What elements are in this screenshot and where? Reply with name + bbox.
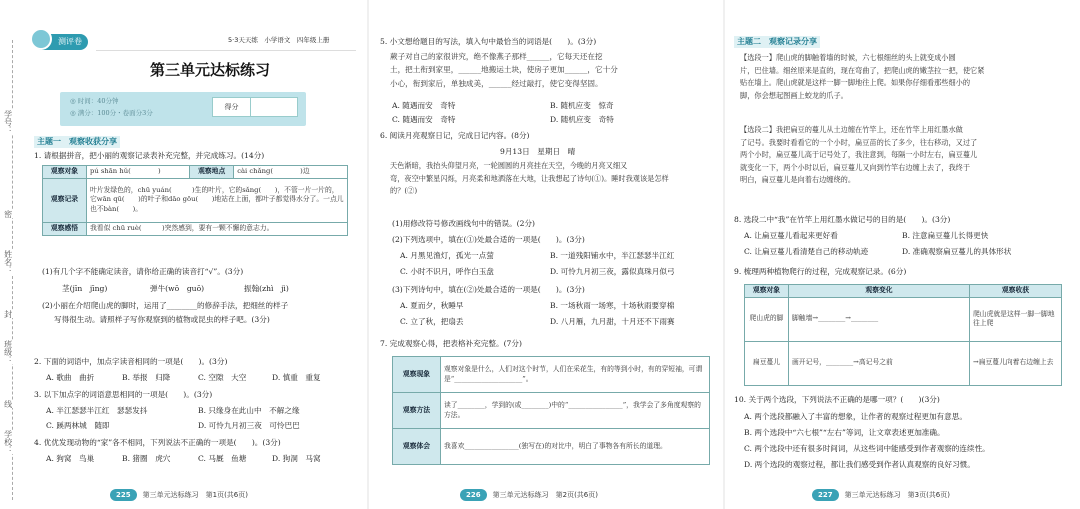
option[interactable]: 弹牛(wō guō) xyxy=(150,284,205,293)
question-6-part-3: (3)下列诗句中，填在(②)处最合适的一项是( )。(3分) xyxy=(392,285,585,294)
table-cell: 扁豆蔓儿 xyxy=(745,341,789,385)
table-cell: 观察现象 xyxy=(393,357,441,393)
table-cell: 观察记录 xyxy=(43,178,87,222)
question-1-part-2: (2)小丽在介绍爬山虎的脚时，运用了________的修辞手法，把细丝的样子 xyxy=(42,301,289,310)
option[interactable]: D. 狗洞 马窝 xyxy=(272,454,321,463)
info-box xyxy=(60,92,306,126)
seal-char-1: 密 xyxy=(3,210,13,218)
header-divider xyxy=(96,50,356,51)
option[interactable]: 茎(jīn jīng) xyxy=(62,284,108,293)
question-1: 1. 请根据拼音，把小丽的观察记录表补充完整，并完成练习。(14分) xyxy=(34,151,265,160)
name-label: 姓名： xyxy=(3,250,13,274)
table-cell: 爬山虎的脚 xyxy=(745,297,789,341)
option[interactable]: D. 准确观察扁豆蔓儿的具体形状 xyxy=(902,247,1012,256)
question-3: 3. 以下加点字的词语意思相同的一项是( )。(3分) xyxy=(34,390,213,399)
option[interactable]: 振翰(zhì jì) xyxy=(244,284,289,293)
passage-line: 片，巴住墙。细丝原来是直的，现在弯曲了，把爬山虎的嫩茎拉一把，使它紧 xyxy=(740,65,985,75)
question-9: 9. 梳理两种植物爬行的过程，完成观察记录。(6分) xyxy=(734,267,907,276)
table-cell[interactable]: cài chǎng( )边 xyxy=(234,166,348,179)
time-info: ◎ 时间：40分钟 xyxy=(70,97,119,105)
option[interactable]: A. 月黑见渔灯，孤光一点萤 xyxy=(400,251,494,260)
option[interactable]: B. 只缘身在此山中 不解之缘 xyxy=(198,406,300,415)
table-cell[interactable]: 观察对象是什么，人们对这个时节，人们在采花生，有的等到小时，有的穿短袖，可谓是“____________________”。 xyxy=(441,357,710,393)
table-cell[interactable]: 读了________，学到的(或________)中的“________________”，我学会了多角度观察的方法。 xyxy=(441,393,710,429)
question-6-part-1: (1)用修改符号修改画线句中的错误。(2分) xyxy=(392,219,536,228)
passage-line: 脚，你会想起图画上蛟龙的爪子。 xyxy=(740,90,848,100)
total-info: ◎ 满分：100分・卷面分3分 xyxy=(70,109,153,117)
question-1-part-2-cont: 写得很生动。请照样子写你观察到的植物或昆虫的样子吧。(3分) xyxy=(54,315,270,324)
option[interactable]: C. 随遇而安 奇特 xyxy=(392,115,456,124)
table-cell: 观察方法 xyxy=(393,393,441,429)
table-cell[interactable]: 我看似 chū ruè( )突然感到，要有一颗不懈的意志力。 xyxy=(87,222,348,235)
page-2 xyxy=(370,0,722,509)
badge-text: 测评卷 xyxy=(58,37,82,46)
passage-line: 贴在墙上。爬山虎就是这样一脚一脚地往上爬。如果你仔细看那些细小的 xyxy=(740,78,971,88)
student-no-label: 学号： xyxy=(3,110,13,134)
option[interactable]: A. 狗窝 鸟巢 xyxy=(46,454,95,463)
table-header: 观察收获 xyxy=(970,285,1062,298)
table-cell[interactable]: →扁豆蔓儿向着右边缠上去 xyxy=(970,341,1062,385)
passage-line: 了记号。我要时看看它的一个小时，扁豆苗的长了多少，往右移动，又过了 xyxy=(740,137,978,147)
passage-line: 两个小时，扁豆蔓儿高于记号处了，我注意到，每隔一小时左右，扁豆蔓儿 xyxy=(740,150,978,160)
score-box xyxy=(212,97,298,117)
page-gutter xyxy=(367,0,369,509)
option[interactable]: C. 两个选段中还有很多时间词，从这些词中能感受到作者观察的连续性。 xyxy=(744,444,990,453)
option[interactable]: C. 马厩 鱼塘 xyxy=(198,454,247,463)
badge-logo xyxy=(34,34,88,50)
theme-1-heading: 主题一 观察收获分享 xyxy=(34,136,120,148)
option[interactable]: D. 可怜九月初三夜，露似真珠月似弓 xyxy=(550,267,675,276)
option[interactable]: C. 空隙 大空 xyxy=(198,373,247,382)
question-2: 2. 下面的词语中，加点字读音相同的一项是( )。(3分) xyxy=(34,357,228,366)
page-footer xyxy=(812,489,950,501)
page-footer xyxy=(460,489,598,501)
question-10: 10. 关于两个选段，下列说法不正确的是哪一项？( )(3分) xyxy=(734,395,940,404)
option[interactable]: D. 慎重 重复 xyxy=(272,373,321,382)
page-footer xyxy=(110,489,248,501)
option[interactable]: D. 可怜九月初三夜 可怜巴巴 xyxy=(198,421,300,430)
question-1-part-1: (1)有几个字不能确定读音，请你给正确的读音打“√”。(3分) xyxy=(42,267,244,276)
footer-text: 第三单元达标练习 第2页(共6页) xyxy=(492,490,598,499)
table-cell: 观察对象 xyxy=(43,166,87,179)
school-label: 学校： xyxy=(3,430,13,454)
option[interactable]: A. 让扁豆蔓儿看起来更好看 xyxy=(744,231,838,240)
table-cell: 观察感悟 xyxy=(43,222,87,235)
page-1 xyxy=(0,0,366,509)
plant-record-table xyxy=(744,284,1062,386)
table-header: 观察变化 xyxy=(789,285,970,298)
option[interactable]: A. 夏而夕，秋睡早 xyxy=(400,301,464,310)
option[interactable]: B. 两个选段中“六七根”“左右”等词，让文章表述更加准确。 xyxy=(744,428,945,437)
score-label: 得分 xyxy=(213,98,251,116)
option[interactable]: B. 猪圈 虎穴 xyxy=(122,454,171,463)
passage-line: 就变化一下，两个小时以后，扁豆蔓儿又向到竹竿右边缠上去了，我终于 xyxy=(740,162,971,172)
table-cell: 观察地点 xyxy=(190,166,234,179)
excerpt-1 xyxy=(740,52,984,102)
option[interactable]: C. 让扁豆蔓儿看清楚自己的移动轨迹 xyxy=(744,247,869,256)
option[interactable]: A. 半江瑟瑟半江红 瑟瑟发抖 xyxy=(46,406,148,415)
footer-text: 第三单元达标练习 第3页(共6页) xyxy=(844,490,950,499)
passage-line: 土，把土衔到家里，______地搬运土块，使房子更加______，它十分 xyxy=(390,65,618,75)
passage-line: 小心，衔到家后，单独成美，______经过敲打，使它变得坚固。 xyxy=(390,78,603,88)
page-number: 226 xyxy=(460,489,487,501)
option[interactable]: D. 八月雁，九月甜，十月还不下雨赛 xyxy=(550,317,675,326)
excerpt-2 xyxy=(740,124,977,187)
seal-char-3: 线 xyxy=(3,400,13,408)
option[interactable]: B. 随机应变 惊奇 xyxy=(550,101,614,110)
table-cell[interactable]: 画开记号，________→高记号之前 xyxy=(789,341,970,385)
book-header: 5·3天天练 小学语文 四年级上册 xyxy=(228,36,330,44)
table-cell[interactable]: 叶片发绿色的，chū yuán( )生的叶片，它的sǎng( )，不管一片一片的，它wān qū( )的叶子和dāo gōu( )地站在上面，都叶子都觉得水分了。一点儿也不bàn( )。 xyxy=(87,178,348,222)
table-cell[interactable]: pú shān hǔ( ) xyxy=(87,166,190,179)
passage-line: 天色渐暗，我抬头仰望月亮，一轮圆圆的月亮挂在天空，今晚的月亮又细又 xyxy=(390,161,628,170)
passage-line: 明白，扁豆蔓儿是向着右边缠绕的。 xyxy=(740,175,856,185)
option[interactable]: C. 小时不识月，呼作白玉盘 xyxy=(400,267,494,276)
option[interactable]: B. 注意扁豆蔓儿长得更快 xyxy=(902,231,989,240)
option[interactable]: B. 举报 归降 xyxy=(122,373,171,382)
seal-char-2: 封 xyxy=(3,310,13,318)
table-cell[interactable]: 我喜欢________________(独写在)的对比中，明白了事物各有所长的道理。 xyxy=(441,429,710,465)
question-5: 5. 小文想给题目的写法，填入句中最恰当的词语是( )。(3分) xyxy=(380,37,597,46)
option[interactable]: A. 两个选段都融入了丰富的想象，让作者的观察过程更加有意思。 xyxy=(744,412,967,421)
page-gutter xyxy=(723,0,725,509)
binding-margin xyxy=(0,40,24,509)
q5-passage xyxy=(390,50,618,90)
option[interactable]: A. 歌曲 曲折 xyxy=(46,373,95,382)
question-6-part-2: (2)下列选项中，填在(①)处最合适的一项是( )。(3分) xyxy=(392,235,585,244)
question-6: 6. 阅读月亮观察日记，完成日记内容。(8分) xyxy=(380,131,530,140)
page-3 xyxy=(726,0,1080,509)
mascot-icon xyxy=(30,28,52,50)
page-number: 227 xyxy=(812,489,839,501)
option[interactable]: D. 两个选段的观察过程，都让我们感受到作者认真观察的良好习惯。 xyxy=(744,460,975,469)
diary-date: 9月13日 星期日 晴 xyxy=(500,147,576,156)
theme-2-heading: 主题二 观察记录分享 xyxy=(734,36,820,48)
option[interactable]: C. 立了秋，把扇丢 xyxy=(400,317,464,326)
table-cell: 爬山虎就是这样一脚一脚地往上爬 xyxy=(970,297,1062,341)
option[interactable]: A. 随遇而安 奇特 xyxy=(392,101,456,110)
table-header: 观察对象 xyxy=(745,285,789,298)
question-4: 4. 优优发现动物的“家”各不相同，下列说法不正确的一项是( )。(3分) xyxy=(34,438,281,447)
passage-line: 弯，夜空中繁星闪烁，月亮柔和地洒落在大地，让我想起了诗句(①)。睡时我观该是怎样 xyxy=(390,173,669,183)
passage-line: 【选段二】我把扁豆的蔓儿从土边缠在竹竿上，还在竹竿上用红墨水做 xyxy=(740,125,963,134)
page-number: 225 xyxy=(110,489,137,501)
observation-table xyxy=(42,165,348,236)
page-title: 第三单元达标练习 xyxy=(149,61,270,79)
passage-line: 【选段一】爬山虎的脚触着墙的时候，六七根细丝的头上就变成小圆 xyxy=(740,53,956,62)
option[interactable]: D. 随机应变 奇特 xyxy=(550,115,614,124)
question-7: 7. 完成观察心得，把表格补充完整。(7分) xyxy=(380,339,522,348)
passage-line: 蕨子对自己的家很讲究，绝不像燕子那样______，它每天还在挖 xyxy=(390,52,603,61)
diary-text xyxy=(390,160,669,198)
table-cell: 观察体会 xyxy=(393,429,441,465)
footer-text: 第三单元达标练习 第1页(共6页) xyxy=(142,490,248,499)
observation-method-table xyxy=(392,356,710,465)
option[interactable]: B. 一场秋雨一场寒，十场秋雨要穿棉 xyxy=(550,301,675,310)
class-label: 班级： xyxy=(3,340,13,364)
question-8: 8. 选段二中“我”在竹竿上用红墨水做记号的目的是( )。(3分) xyxy=(734,215,951,224)
passage-line: 的？(②) xyxy=(390,186,418,196)
option[interactable]: C. 蹊两林城 随即 xyxy=(46,421,110,430)
option[interactable]: B. 一道残阳铺水中，半江瑟瑟半江红 xyxy=(550,251,675,260)
table-cell[interactable]: 脚触墙→________→________ xyxy=(789,297,970,341)
